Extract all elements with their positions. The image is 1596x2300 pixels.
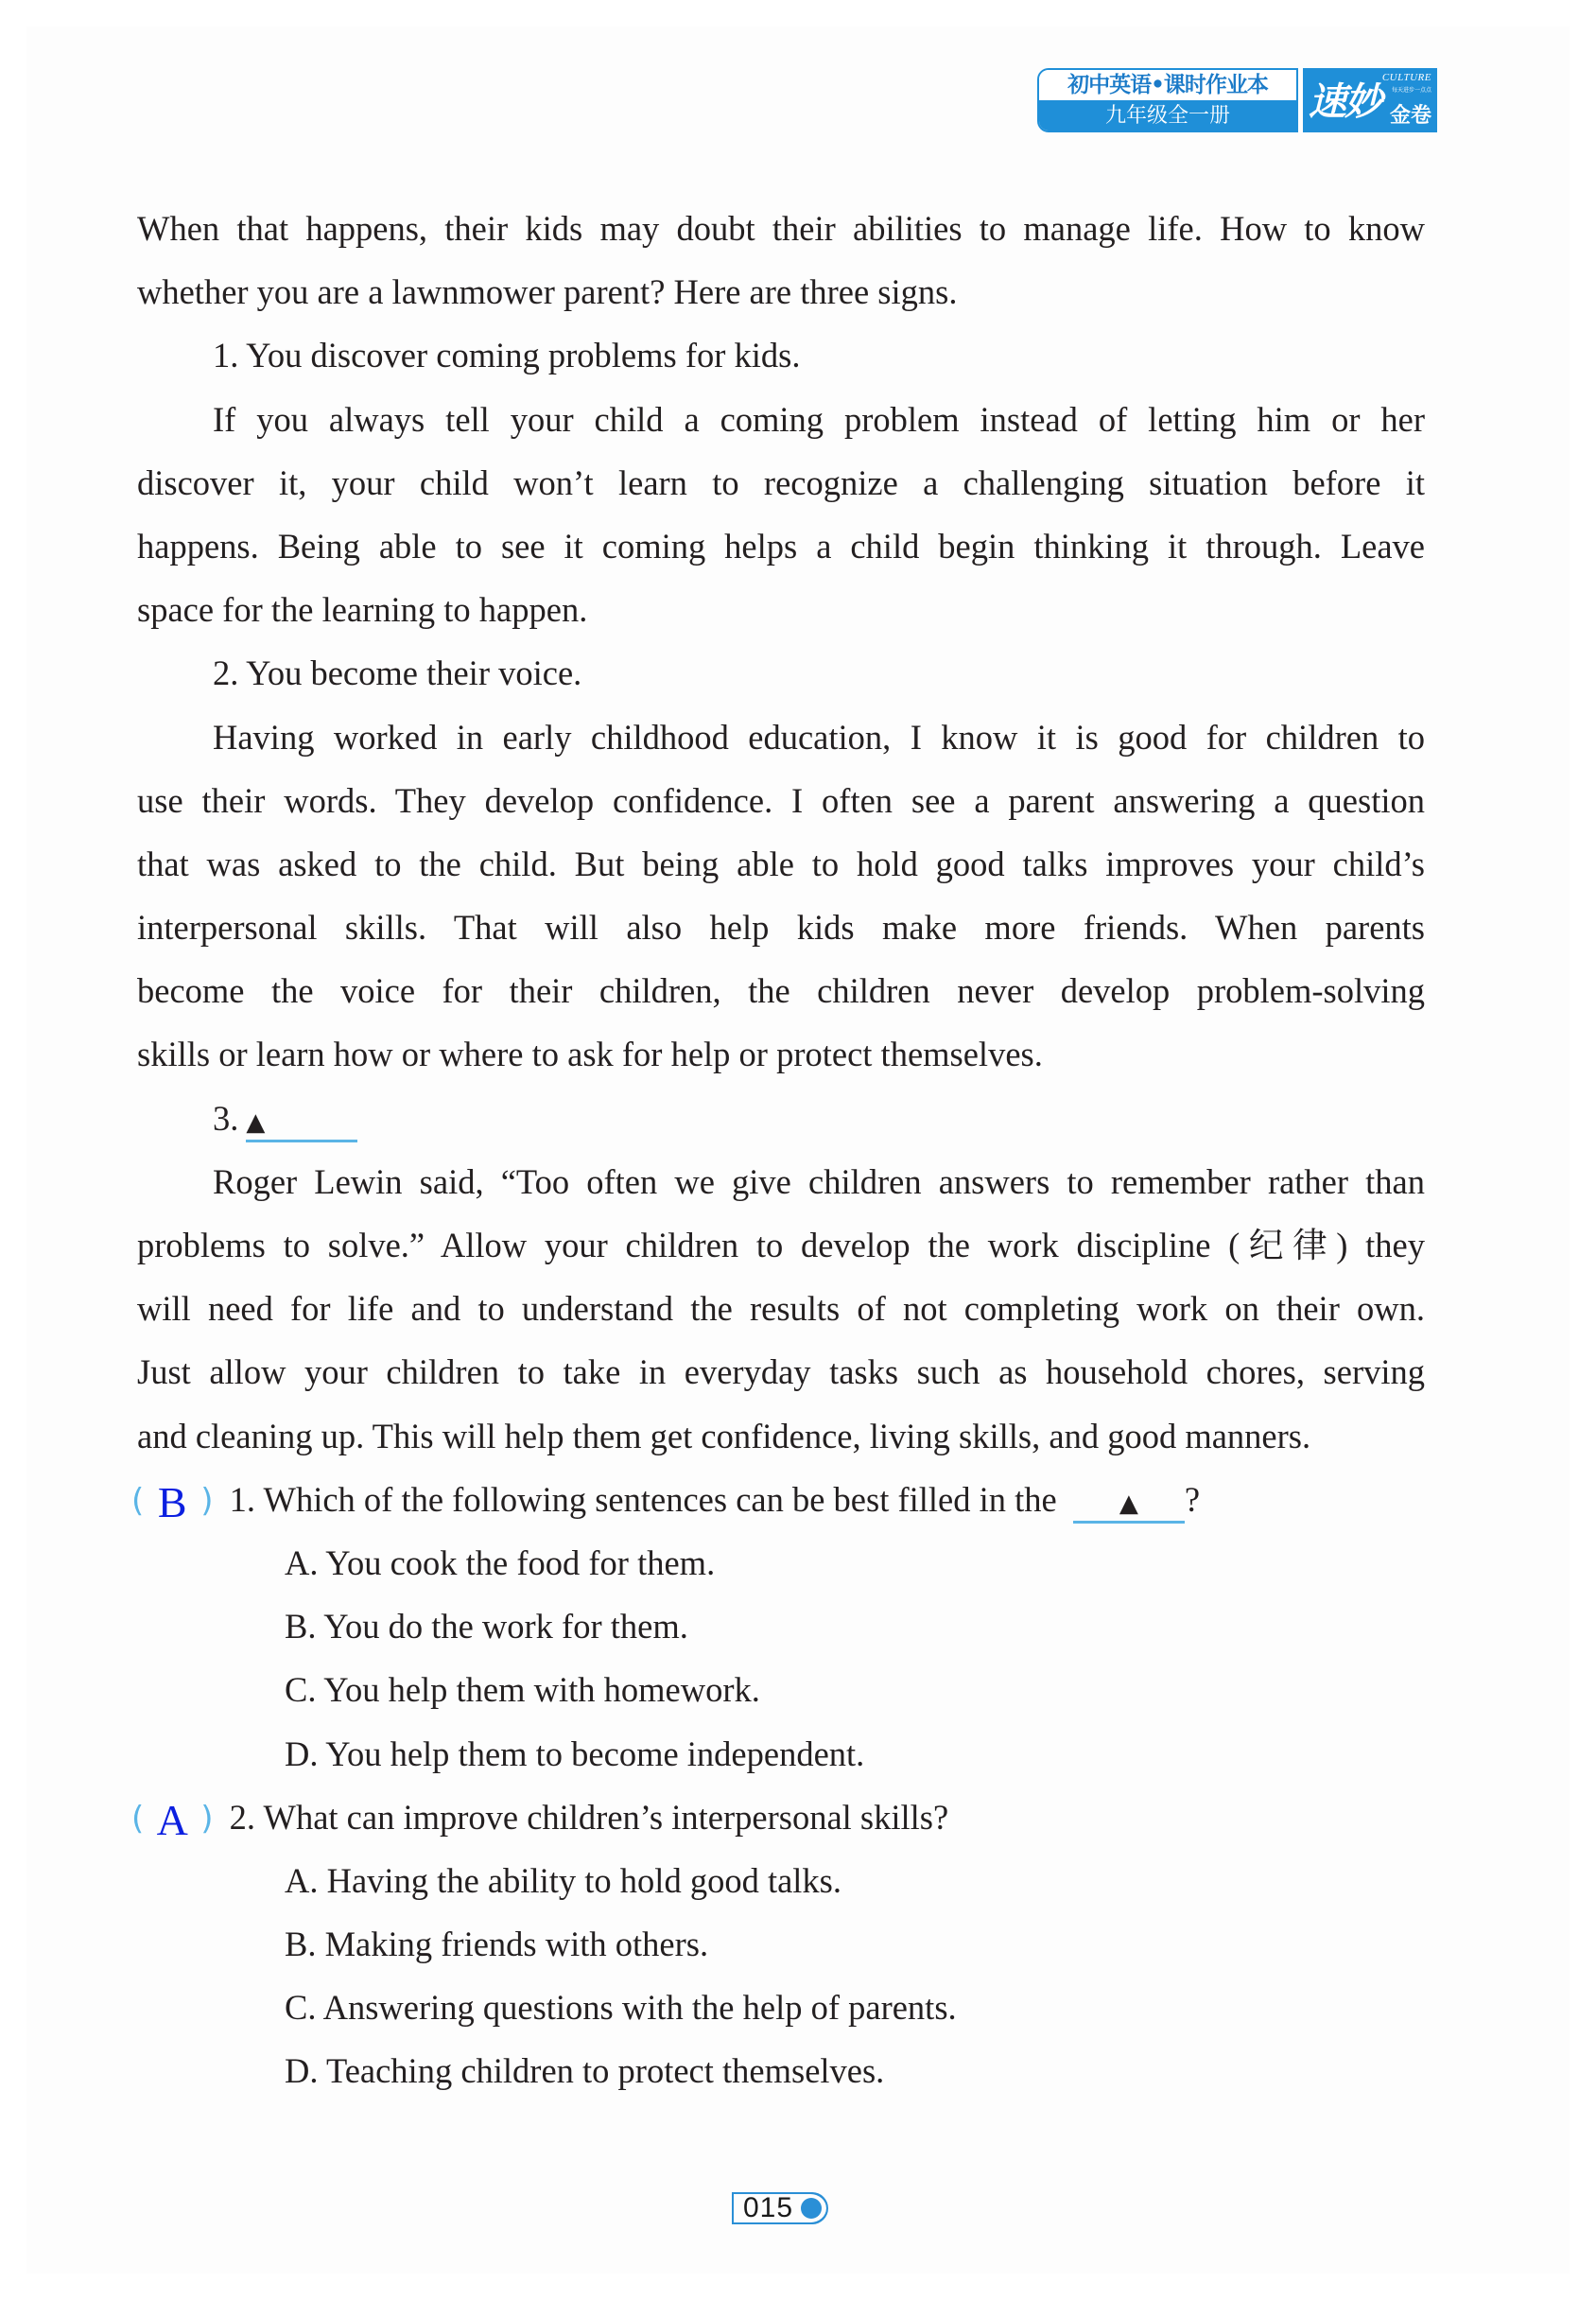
- passage-line: become the voice for their children, the children never develop problem-solving: [137, 971, 1425, 1011]
- passage-line: When that happens, their kids may doubt their abilities to manage life. How to know: [137, 209, 1425, 248]
- dot-icon: [801, 2198, 822, 2219]
- brand-logo: [1303, 68, 1437, 132]
- question-2: [131, 1786, 1425, 1849]
- logo-script: 速妙: [1309, 79, 1380, 124]
- passage-line: interpersonal skills. That will also help kids make more friends. When parents: [137, 908, 1425, 948]
- question-1: [131, 1468, 1425, 1531]
- question-stem: What can improve children’s interpersonal skills?: [263, 1797, 949, 1837]
- page-number-badge: [732, 2192, 826, 2224]
- sign-heading-3: [137, 1087, 1425, 1150]
- answer-blank: [246, 1102, 357, 1142]
- answer-blank: [1073, 1483, 1185, 1524]
- option-c: C. You help them with homework.: [285, 1670, 760, 1710]
- sign-heading-2: 2. You become their voice.: [213, 653, 582, 693]
- passage-line: skills or learn how or where to ask for help or protect themselves.: [137, 1035, 1043, 1074]
- question-number: 2.: [229, 1797, 256, 1837]
- grade-label: 九年级全一册: [1039, 100, 1296, 132]
- passage-line: discover it, your child won’t learn to recognize a challenging situation before it: [137, 462, 1425, 502]
- sign-number: 3.: [213, 1098, 239, 1138]
- question-stem: Which of the following sentences can be best filled in the: [263, 1479, 1057, 1519]
- option-b: B. Making friends with others.: [285, 1925, 709, 1964]
- question-number: 1.: [229, 1479, 256, 1519]
- triangle-icon: ▲: [1119, 1489, 1138, 1518]
- passage-line: space for the learning to happen.: [137, 590, 588, 630]
- question-stem-end: ?: [1184, 1479, 1201, 1519]
- page-number: 015: [743, 2192, 794, 2223]
- passage-line: Having worked in early childhood education, I know it is good for children to: [213, 717, 1425, 757]
- answer-paren-open: (: [131, 1481, 145, 1520]
- logo-brand: 金卷: [1389, 104, 1431, 128]
- series-header-badge: [1037, 68, 1437, 132]
- option-a: A. You cook the food for them.: [285, 1542, 716, 1582]
- series-title-box: [1037, 68, 1298, 132]
- passage-line: Just allow your children to take in everyday tasks such as household chores, serving: [137, 1352, 1425, 1392]
- series-title: 初中英语•课时作业本: [1039, 70, 1296, 100]
- option-b: B. You do the work for them.: [285, 1607, 688, 1647]
- option-a: A. Having the ability to hold good talks.: [285, 1860, 842, 1900]
- passage-line: happens. Being able to see it coming helps a child begin thinking it through. Leave: [137, 526, 1425, 566]
- option-c: C. Answering questions with the help of parents.: [285, 1988, 957, 2028]
- passage-line: use their words. They develop confidence. I often see a parent answering a question: [137, 780, 1425, 820]
- answer-letter: A: [156, 1795, 188, 1844]
- option-d: D. Teaching children to protect themselves.: [285, 2051, 885, 2091]
- sign-heading-1: 1. You discover coming problems for kids.: [213, 336, 801, 375]
- passage-line: will need for life and to understand the results of not completing work on their own.: [137, 1289, 1425, 1329]
- passage-line: If you always tell your child a coming problem instead of letting him or her: [213, 399, 1425, 439]
- triangle-icon: ▲: [246, 1107, 266, 1137]
- logo-culture: CULTURE: [1381, 72, 1431, 83]
- passage-line: whether you are a lawnmower parent? Here are three signs.: [137, 272, 958, 312]
- answer-paren-open: (: [131, 1799, 145, 1838]
- answer-letter: B: [157, 1477, 187, 1526]
- passage-line: problems to solve.” Allow your children to develop the work discipline (纪律) they: [137, 1226, 1425, 1264]
- answer-paren-close: ): [200, 1799, 214, 1838]
- logo-tagline: 每天进步一点点: [1391, 88, 1431, 94]
- passage-line: that was asked to the child. But being able to hold good talks improves your child’s: [137, 844, 1425, 883]
- reading-passage: [131, 197, 1425, 2103]
- answer-paren-close: ): [200, 1481, 214, 1520]
- option-d: D. You help them to become independent.: [285, 1734, 865, 1773]
- passage-line: and cleaning up. This will help them get confidence, living skills, and good manners.: [137, 1416, 1311, 1455]
- passage-line: Roger Lewin said, “Too often we give children answers to remember rather than: [213, 1161, 1425, 1201]
